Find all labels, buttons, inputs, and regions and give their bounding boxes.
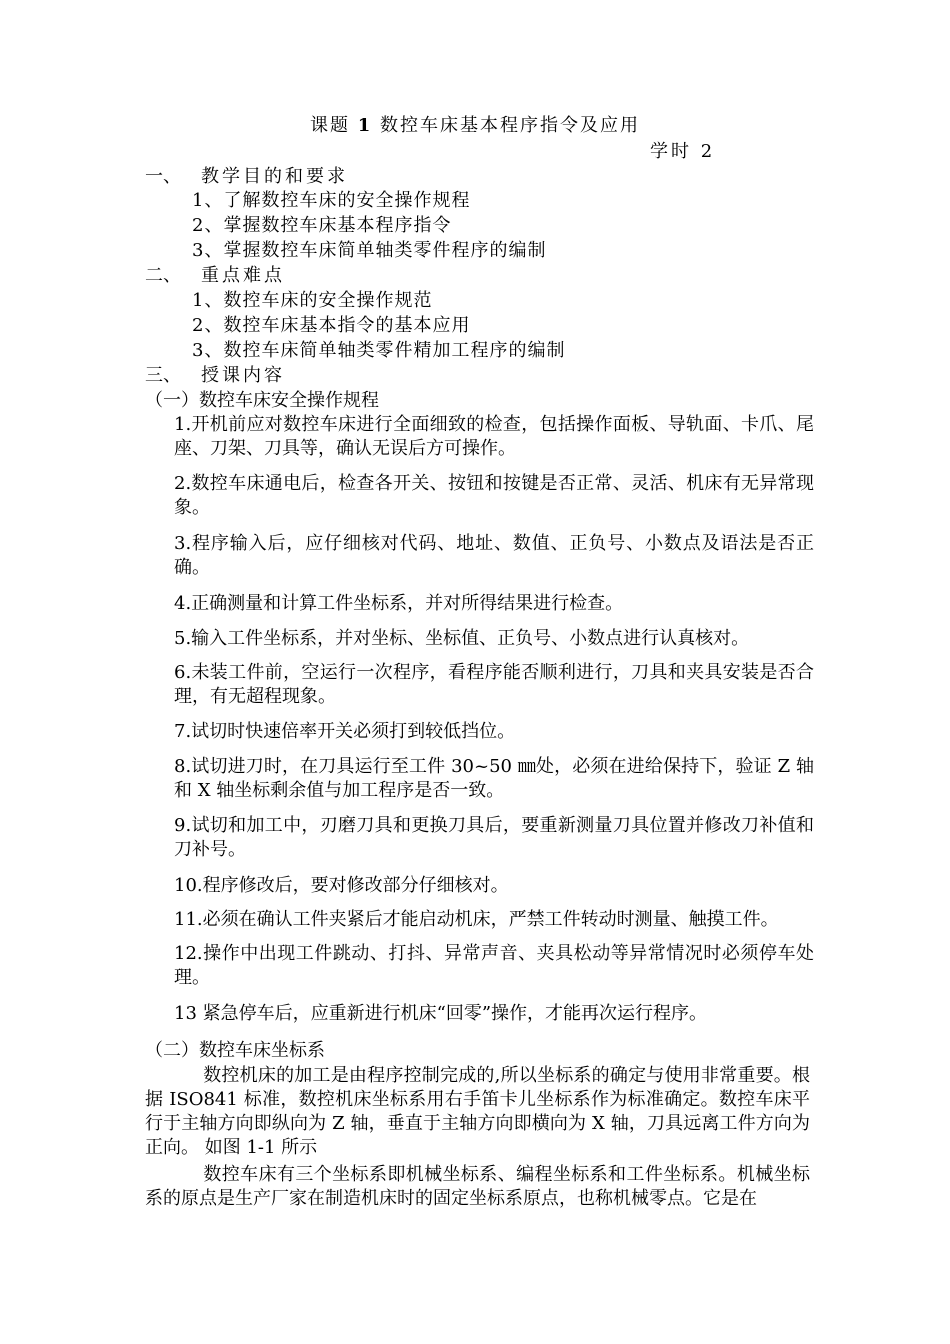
list-item: 1、数控车床的安全操作规范 <box>192 290 433 311</box>
body-paragraph <box>145 1064 810 1160</box>
section-title: 授课内容 <box>201 365 285 386</box>
section-heading-objectives <box>145 165 348 189</box>
body-paragraph <box>145 1163 810 1211</box>
rule-item: 9.试切和加工中，刃磨刀具和更换刀具后，要重新测量刀具位置并修改刀补值和刀补号。 <box>174 815 814 860</box>
rule-item: 3.程序输入后，应仔细核对代码、地址、数值、正负号、小数点及语法是否正确。 <box>174 533 814 578</box>
rule-item: 10.程序修改后，要对修改部分仔细核对。 <box>174 875 509 896</box>
list-item: 1、了解数控车床的安全操作规程 <box>192 190 471 211</box>
rule-item: 1.开机前应对数控车床进行全面细致的检查，包括操作面板、导轨面、卡爪、尾座、刀架、刀具等，确认无误后方可操作。 <box>174 414 814 459</box>
section-number: 二、 <box>145 265 181 286</box>
page-title <box>0 114 950 138</box>
rule-item: 4.正确测量和计算工件坐标系，并对所得结果进行检查。 <box>174 593 624 614</box>
subsection-heading-coordinates: （二）数控车床坐标系 <box>145 1040 325 1061</box>
rule-item: 12.操作中出现工件跳动、打抖、异常声音、夹具松动等异常情况时必须停车处理。 <box>174 943 814 988</box>
rule-item: 5.输入工件坐标系，并对坐标、坐标值、正负号、小数点进行认真核对。 <box>174 628 750 649</box>
subsection-heading-safety: （一）数控车床安全操作规程 <box>145 390 379 411</box>
rule-item: 8.试切进刀时，在刀具运行至工件 30~50 ㎜处，必须在进给保持下，验证 Z 轴和 X 轴坐标剩余值与加工程序是否一致。 <box>174 756 814 801</box>
list-item: 2、掌握数控车床基本程序指令 <box>192 215 452 236</box>
section-heading-key-points <box>145 264 285 288</box>
section-number: 一、 <box>145 166 181 187</box>
rule-item: 13 紧急停车后，应重新进行机床“回零”操作，才能再次运行程序。 <box>174 1003 708 1024</box>
title-prefix: 课题 <box>310 115 350 136</box>
class-hours: 学时 2 <box>650 141 716 162</box>
rule-item: 7.试切时快速倍率开关必须打到较低挡位。 <box>174 721 516 742</box>
section-title: 教学目的和要求 <box>201 166 348 187</box>
rule-item: 2.数控车床通电后，检查各开关、按钮和按键是否正常、灵活、机床有无异常现象。 <box>174 473 814 518</box>
rule-item: 11.必须在确认工件夹紧后才能启动机床，严禁工件转动时测量、触摸工件。 <box>174 909 779 930</box>
section-number: 三、 <box>145 365 181 386</box>
title-number: 1 <box>357 115 373 136</box>
section-title: 重点难点 <box>201 265 285 286</box>
rule-item: 6.未装工件前，空运行一次程序，看程序能否顺利进行，刀具和夹具安装是否合理，有无超程现象。 <box>174 662 814 707</box>
section-heading-content <box>145 364 285 388</box>
paragraph-text: 数控机床的加工是由程序控制完成的,所以坐标系的确定与使用非常重要。根据 ISO841 标准，数控机床坐标系用右手笛卡儿坐标系作为标准确定。数控车床平行于主轴方向即纵向为 Z 轴，垂直于主轴方向即横向为 X 轴，刀具远离工件方向为正向。 如图 1-1 所示 <box>145 1065 810 1158</box>
title-text: 数控车床基本程序指令及应用 <box>380 115 640 136</box>
list-item: 3、数控车床简单轴类零件精加工程序的编制 <box>192 340 566 361</box>
paragraph-text: 数控车床有三个坐标系即机械坐标系、编程坐标系和工件坐标系。机械坐标系的原点是生产厂家在制造机床时的固定坐标系原点，也称机械零点。它是在 <box>145 1164 810 1209</box>
list-item: 2、数控车床基本指令的基本应用 <box>192 315 471 336</box>
list-item: 3、掌握数控车床简单轴类零件程序的编制 <box>192 240 547 261</box>
